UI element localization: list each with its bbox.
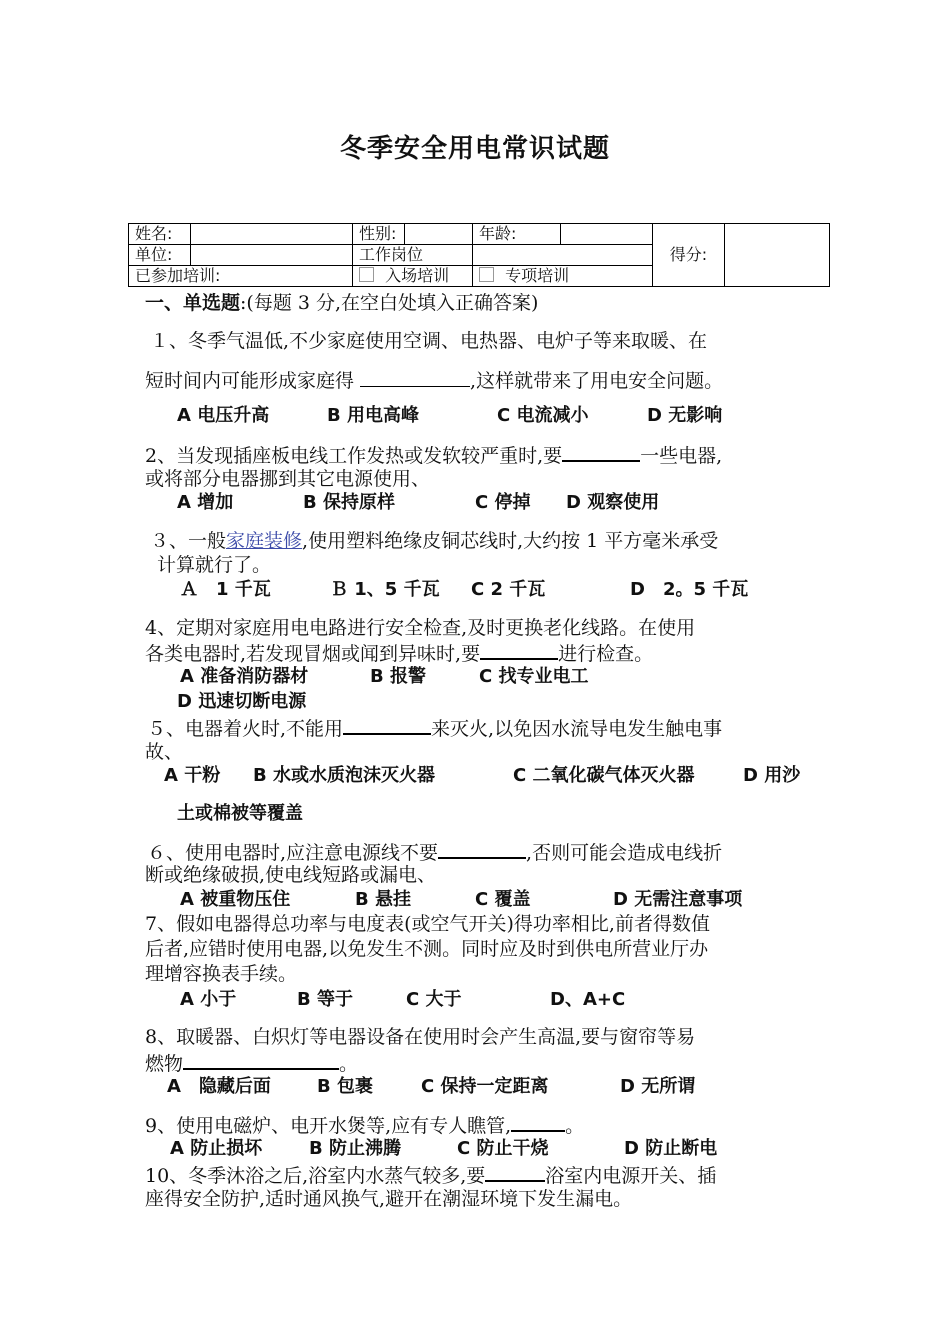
q3-option-d[interactable]: D 2。5 千瓦 [630,579,749,600]
q4-text-end: 进行检查。 [558,643,654,665]
q5-answer-blank[interactable] [343,715,431,735]
trained-label: 已参加培训: [129,266,353,287]
unit-field[interactable] [191,245,353,266]
q5-option-a[interactable]: A 干粉 [164,765,221,786]
unit-label: 单位: [129,245,191,266]
q1-line2 [145,368,723,394]
q5-line2: 故、 [145,741,184,763]
section-title: 一、单选题 [145,292,241,314]
q5-option-d-continued: 土或棉被等覆盖 [177,803,303,824]
q3-option-a[interactable]: Ａ 1 千瓦 [180,579,271,600]
special-training-option[interactable] [473,266,653,287]
q4-text: 各类电器时,若发现冒烟或闻到异味时,要 [145,643,481,665]
q2-text: 2、当发现插座板电线工作发热或发软较严重时,要 [145,445,563,467]
q9-line1 [145,1112,584,1139]
q2-option-c[interactable]: C 停掉 [475,492,531,513]
q3-text-end: ,使用塑料绝缘皮铜芯线时,大约按 1 平方毫米承受 [302,530,719,552]
q7-option-c[interactable]: C 大于 [406,989,462,1010]
q1-option-a[interactable]: A 电压升高 [177,405,270,426]
q8-line2 [145,1050,358,1077]
q8-option-c[interactable]: C 保持一定距离 [421,1076,549,1097]
q5-line1 [147,715,722,742]
q9-option-b[interactable]: B 防止沸腾 [309,1138,401,1159]
q1-option-c[interactable]: C 电流减小 [497,405,589,426]
q9-option-d[interactable]: D 防止断电 [624,1138,718,1159]
q10-answer-blank[interactable] [485,1162,545,1182]
q5-option-b[interactable]: B 水或水质泡沫灭火器 [253,765,435,786]
section-heading [145,291,538,316]
q6-text: ６、使用电器时,应注意电源线不要 [147,842,439,864]
q4-option-c[interactable]: C 找专业电工 [479,666,589,687]
q3-line1 [150,529,718,554]
age-label: 年龄: [473,224,561,245]
q9-answer-blank[interactable] [511,1112,565,1132]
q7-option-a[interactable]: A 小于 [180,989,237,1010]
q4-option-a[interactable]: A 准备消防器材 [180,666,309,687]
q9-text-end: 。 [565,1115,585,1137]
q8-answer-blank[interactable] [183,1050,339,1070]
section-note: :(每题 3 分,在空白处填入正确答案) [240,292,539,314]
entry-training-option[interactable] [353,266,473,287]
q8-text: 燃物 [145,1053,184,1075]
q10-line2: 座得安全防护,适时通风换气,避开在潮湿环境下发生漏电。 [145,1188,633,1210]
q7-option-d[interactable]: D、A+C [550,989,626,1010]
q7-line1: 7、假如电器得总功率与电度表(或空气开关)得功率相比,前者得数值 [145,913,710,935]
q4-option-d[interactable]: D 迅速切断电源 [177,691,307,712]
q6-option-b[interactable]: B 悬挂 [355,889,411,910]
q5-text: ５、电器着火时,不能用 [147,718,344,740]
q1-text-end: ,这样就带来了用电安全问题。 [470,370,724,392]
gender-field[interactable] [405,224,473,245]
q8-option-a[interactable]: A 隐藏后面 [167,1076,271,1097]
q4-answer-blank[interactable] [480,640,558,660]
q4-line1: 4、定期对家庭用电电路进行安全检查,及时更换老化线路。在使用 [145,617,696,639]
q2-line1 [145,442,722,469]
q2-option-b[interactable]: B 保持原样 [303,492,395,513]
q5-option-c[interactable]: C 二氧化碳气体灭火器 [513,765,695,786]
score-label: 得分: [653,224,725,287]
q4-option-b[interactable]: B 报警 [370,666,426,687]
q10-line1 [145,1162,716,1189]
q2-text-end: 一些电器, [640,445,723,467]
post-label: 工作岗位 [353,245,473,266]
q8-option-b[interactable]: B 包裹 [317,1076,373,1097]
q3-option-b[interactable]: Ｂ 1、5 千瓦 [330,579,440,600]
q6-option-c[interactable]: C 覆盖 [475,889,531,910]
q5-option-d[interactable]: D 用沙 [743,765,801,786]
q6-line1 [147,839,722,866]
post-field[interactable] [473,245,653,266]
q1-line1: １、冬季气温低,不少家庭使用空调、电热器、电炉子等来取暖、在 [150,330,708,352]
entry-training-label: 入场培训 [385,266,450,285]
q3-link[interactable]: 家庭装修 [226,530,303,552]
special-training-checkbox[interactable] [479,267,494,282]
q6-answer-blank[interactable] [438,839,526,859]
q2-option-a[interactable]: A 增加 [177,492,234,513]
q9-option-a[interactable]: A 防止损坏 [170,1138,263,1159]
q3-line2: 计算就行了。 [157,554,272,576]
q3-option-c[interactable]: C 2 千瓦 [471,579,546,600]
gender-label: 性别: [353,224,405,245]
q7-line2: 后者,应错时使用电器,以免发生不测。同时应及时到供电所营业厅办 [145,938,709,960]
info-table [128,223,830,287]
q9-option-c[interactable]: C 防止干烧 [457,1138,549,1159]
q6-option-d[interactable]: D 无需注意事项 [613,889,743,910]
q6-line2: 断或绝缘破损,使电线短路或漏电、 [145,864,437,886]
q1-text: 短时间内可能形成家庭得 [145,370,361,392]
q8-line1: 8、取暖器、白炽灯等电器设备在使用时会产生高温,要与窗帘等易 [145,1026,696,1048]
page-title: 冬季安全用电常识试题 [339,134,610,164]
score-field[interactable] [725,224,830,287]
q9-text: 9、使用电磁炉、电开水煲等,应有专人瞧管, [145,1115,512,1137]
name-field[interactable] [191,224,353,245]
q1-answer-blank[interactable] [360,368,470,387]
q10-text-end: 浴室内电源开关、插 [545,1165,717,1187]
q4-line2 [145,640,653,667]
age-field[interactable] [561,224,653,245]
entry-training-checkbox[interactable] [359,267,374,282]
q2-line2: 或将部分电器挪到其它电源使用、 [145,468,431,490]
q2-option-d[interactable]: D 观察使用 [566,492,660,513]
q6-option-a[interactable]: A 被重物压住 [180,889,291,910]
q1-option-d[interactable]: D 无影响 [647,405,723,426]
q1-option-b[interactable]: B 用电高峰 [327,405,419,426]
q6-text-end: ,否则可能会造成电线折 [526,842,723,864]
q8-option-d[interactable]: D 无所谓 [620,1076,696,1097]
q8-text-end: 。 [339,1053,359,1075]
q3-text: ３、一般 [150,530,227,552]
q10-text: 10、冬季沐浴之后,浴室内水蒸气较多,要 [145,1165,486,1187]
name-label: 姓名: [129,224,191,245]
q7-line3: 理增容换表手续。 [145,963,298,985]
q7-option-b[interactable]: B 等于 [297,989,353,1010]
q5-text-end: 来灭火,以免因水流导电发生触电事 [431,718,723,740]
q2-answer-blank[interactable] [562,442,640,462]
special-training-label: 专项培训 [505,266,570,285]
